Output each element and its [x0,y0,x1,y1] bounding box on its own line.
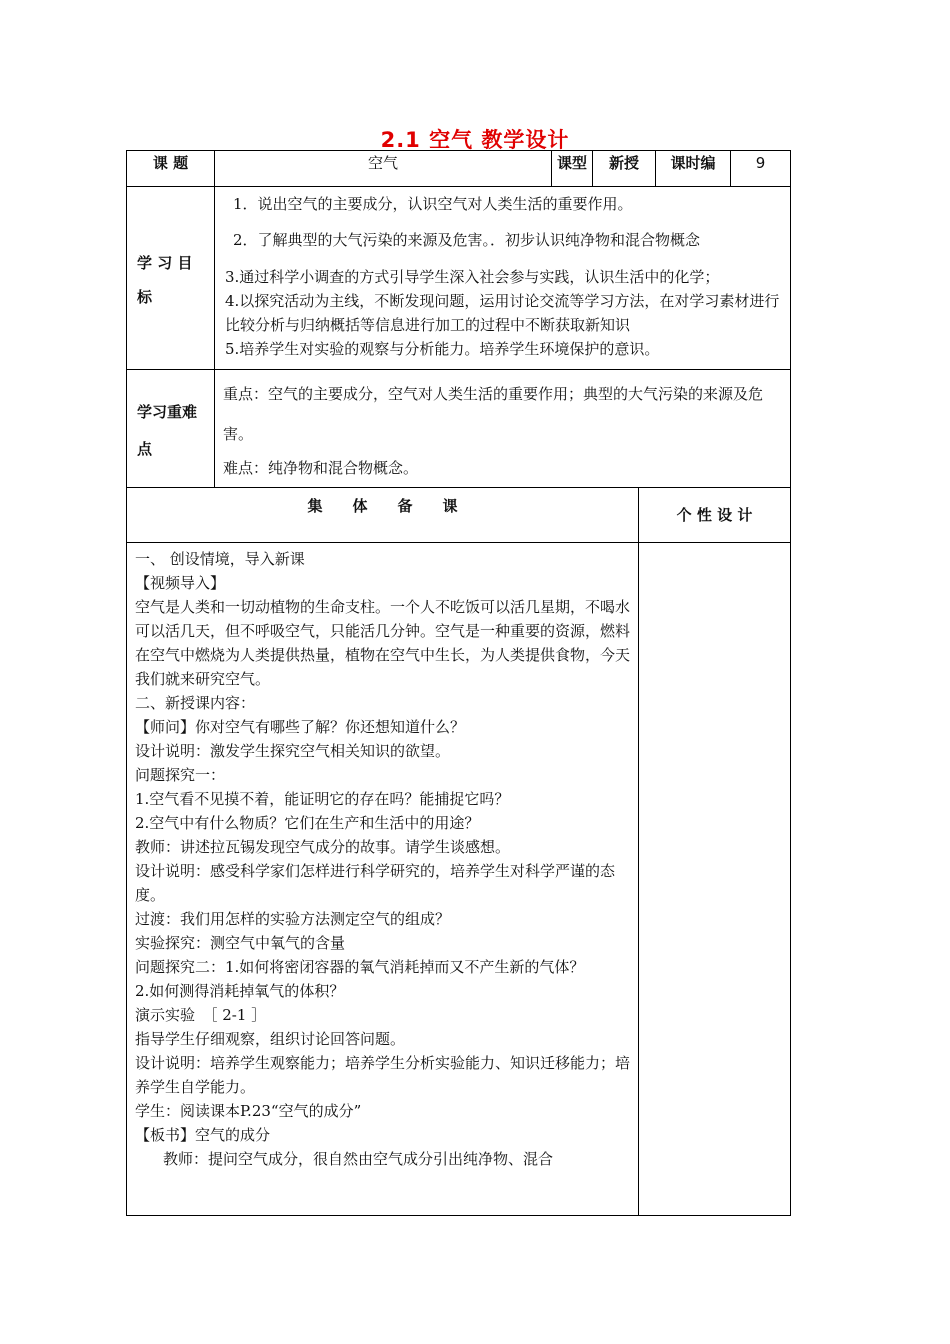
body-row [127,543,791,1216]
keypoints-label-line1: 学习重难 [137,402,198,421]
key-point: 重点：空气的主要成分，空气对人类生活的重要作用；典型的大气污染的来源及危害。 [223,385,764,443]
goals-label [127,187,215,370]
body-line: 演示实验 ［ 2-1 ］ [135,1006,267,1024]
goals-label-line1: 学 习 目 [137,254,193,272]
personal-design-content [639,543,791,1216]
body-line: 2.如何测得消耗掉氧气的体积？ [135,982,345,1000]
body-line: 【视频导入】 [135,574,226,592]
period-label: 课时编 [656,151,731,187]
body-line: 一、 创设情境，导入新课 [135,550,305,568]
type-label: 课型 [552,151,593,187]
goal-item: 3.通过科学小调查的方式引导学生深入社会参与实践，认识生活中的化学； [225,268,720,286]
body-line: 空气是人类和一切动植物的生命支柱。一个人不吃饭可以活几星期，不喝水可以活几天，但不呼吸空气，只能活几分钟。空气是一种重要的资源，燃料在空气中燃烧为人类提供热量，植物在空气中生长，为人类提供食物，今天我们就来研究空气。 [135,598,631,688]
body-line: 实验探究：测空气中氧气的含量 [135,934,346,952]
keypoints-row [127,370,791,488]
goal-item: 5.培养学生对实验的观察与分析能力。培养学生环境保护的意识。 [225,340,660,358]
body-line: 二、新授课内容： [135,694,256,712]
body-line: 过渡：我们用怎样的实验方法测定空气的组成？ [135,910,451,928]
section-header-row [127,488,791,543]
collective-prep-heading: 集 体 备 课 [127,488,639,543]
goal-item: 1．说出空气的主要成分，认识空气对人类生活的重要作用。 [233,195,633,213]
page-title: 2.1 空气 教学设计 [380,128,570,152]
body-line: 【师问】你对空气有哪些了解？你还想知道什么？ [135,718,466,736]
difficult-point: 难点：纯净物和混合物概念。 [223,459,419,477]
body-line: 教师：讲述拉瓦锡发现空气成分的故事。请学生谈感想。 [135,838,511,856]
body-line: 设计说明：培养学生观察能力；培养学生分析实验能力、知识迁移能力；培养学生自学能力。 [135,1054,631,1096]
personal-design-heading: 个 性 设 计 [639,488,791,543]
body-line: 问题探究二：1.如何将密闭容器的氧气消耗掉而又不产生新的气体？ [135,958,585,976]
goal-item: 4.以探究活动为主线，不断发现问题，运用讨论交流等学习方法，在对学习素材进行比较分析与归纳概括等信息进行加工的过程中不断获取新知识 [225,292,780,334]
goal-item: 2．了解典型的大气污染的来源及危害。．初步认识纯净物和混合物概念 [233,231,701,249]
body-line: 【板书】空气的成分 [135,1126,271,1144]
body-line: 教师：提问空气成分，很自然由空气成分引出纯净物、混合 [163,1150,554,1168]
goals-row [127,187,791,370]
lesson-plan-table [126,150,791,1216]
topic-label: 课 题 [127,151,215,187]
keypoints-label [127,370,215,488]
goals-content [215,187,791,370]
keypoints-content [215,370,791,488]
keypoints-label-line2: 点 [137,439,153,458]
body-line: 1.空气看不见摸不着，能证明它的存在吗？能捕捉它吗？ [135,790,510,808]
body-line: 设计说明：激发学生探究空气相关知识的欲望。 [135,742,451,760]
goals-label-line2: 标 [137,288,153,306]
type-value: 新授 [593,151,656,187]
collective-prep-content [127,543,639,1216]
topic-value: 空气 [215,151,552,187]
body-line: 设计说明：感受科学家们怎样进行科学研究的，培养学生对科学严谨的态度。 [135,862,616,904]
body-line: 2.空气中有什么物质？它们在生产和生活中的用途？ [135,814,480,832]
period-value: 9 [731,151,791,187]
body-line: 问题探究一： [135,766,226,784]
header-row [127,151,791,187]
body-line: 指导学生仔细观察，组织讨论回答问题。 [135,1030,406,1048]
body-line: 学生：阅读课本P.23“空气的成分” [135,1102,362,1120]
